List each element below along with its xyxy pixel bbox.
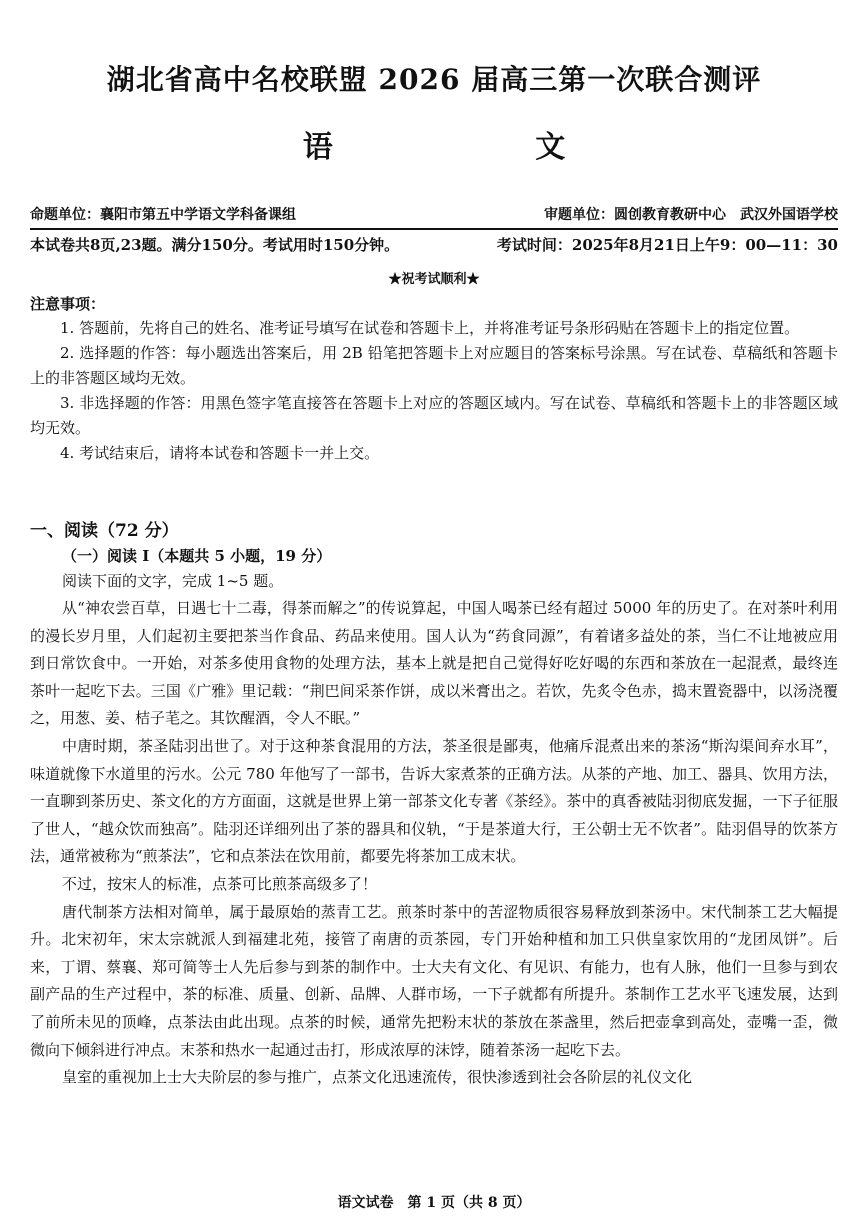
notice-item: 3. 非选择题的作答：用黑色签字笔直接答在答题卡上对应的答题区域内。写在试卷、草稿纸和答题卡上的非答题区域均无效。	[30, 394, 838, 437]
review-unit: 审题单位：圆创教育教研中心 武汉外国语学校	[544, 207, 838, 223]
unit-info-row	[30, 200, 838, 230]
subsection-title: （一）阅读 I（本题共 5 小题，19 分）	[62, 547, 332, 565]
exam-title: 湖北省高中名校联盟 2026 届高三第一次联合测评	[106, 63, 762, 96]
good-luck-banner: ★祝考试顺利★	[388, 272, 480, 287]
passage-paragraph: 不过，按宋人的标准，点茶可比煎茶高级多了！	[62, 874, 378, 893]
passage-paragraph: 中唐时期，茶圣陆羽出世了。对于这种茶食混用的方法，茶圣很是鄙夷，他痛斥混煮出来的茶汤“斯沟渠间弃水耳”，味道就像下水道里的污水。公元 780 年他写了一部书，告诉大家煮茶的正确方法。从茶的产地、加工、器具、饮用方法，一直聊到茶历史、茶文化的方方面面，这就是世界上第一部茶文化专著《茶经》。茶中的真香被陆羽彻底发掘，一下子征服了世人，“越众饮而独高”。陆羽还详细列出了茶的器具和仪轨，“于是茶道大行，王公朝士无不饮者”。陆羽倡导的饮茶方法，通常被称为“煎茶法”，它和点茶法在饮用前，都要先将茶加工成末状。	[30, 736, 838, 866]
notice-item: 1. 答题前，先将自己的姓名、准考证号填写在试卷和答题卡上，并将准考证号条形码贴在答题卡上的指定位置。	[60, 319, 800, 337]
paper-info-row	[30, 234, 838, 258]
exam-time: 考试时间：2025年8月21日上午9：00—11：30	[496, 236, 838, 254]
subject-title: 语 文	[302, 130, 632, 165]
proposition-unit: 命题单位：襄阳市第五中学语文学科备课组	[30, 207, 296, 223]
reading-passage	[30, 595, 838, 1092]
passage-paragraph: 唐代制茶方法相对简单，属于最原始的蒸青工艺。煎茶时茶中的苦涩物质很容易释放到茶汤中。宋代制茶工艺大幅提升。北宋初年，宋太宗就派人到福建北苑，接管了南唐的贡茶园，专门开始种植和加工只供皇家饮用的“龙团凤饼”。后来，丁谓、蔡襄、郑可简等士人先后参与到茶的制作中。士大夫有文化、有见识、有能力，也有人脉，他们一旦参与到农副产品的生产过程中，茶的标准、质量、创新、品牌、人群市场，一下子就都有所提升。茶制作工艺水平飞速发展，达到了前所未见的顶峰，点茶法由此出现。点茶的时候，通常先把粉末状的茶放在茶盏里，然后把壶拿到高处，壶嘴一歪，微微向下倾斜进行冲点。末茶和热水一起通过击打，形成浓厚的沫饽，随着茶汤一起吃下去。	[30, 902, 838, 1059]
section-title: 一、阅读（72 分）	[30, 521, 179, 541]
passage-paragraph: 皇室的重视加上士大夫阶层的参与推广，点茶文化迅速流传，很快渗透到社会各阶层的礼仪文化	[62, 1068, 693, 1087]
notice-list	[30, 316, 838, 466]
notice-item: 2. 选择题的作答：每小题选出答案后，用 2B 铅笔把答题卡上对应题目的答案标号涂黑。写在试卷、草稿纸和答题卡上的非答题区域均无效。	[30, 344, 838, 387]
page-footer: 语文试卷 第 1 页（共 8 页）	[337, 1195, 531, 1211]
notice-title: 注意事项：	[30, 295, 106, 313]
passage-paragraph: 从“神农尝百草，日遇七十二毒，得茶而解之”的传说算起，中国人喝茶已经有超过 5000 年的历史了。在对茶叶利用的漫长岁月里，人们起初主要把茶当作食品、药品来使用。国人认为“药食同源”，有着诸多益处的茶，当仁不让地被应用到日常饮食中。一开始，对茶多使用食物的处理方法，基本上就是把自己觉得好吃好喝的东西和茶放在一起混煮，最终连茶叶一起吃下去。三国《广雅》里记载：“荆巴间采茶作饼，成以米膏出之。若饮，先炙令色赤，捣末置瓷器中，以汤浇覆之，用葱、姜、桔子芼之。其饮醒酒，令人不眠。”	[30, 599, 838, 728]
notice-item: 4. 考试结束后，请将本试卷和答题卡一并上交。	[60, 444, 380, 462]
reading-instruction: 阅读下面的文字，完成 1~5 题。	[62, 572, 284, 590]
paper-info: 本试卷共8页,23题。满分150分。考试用时150分钟。	[30, 236, 400, 254]
